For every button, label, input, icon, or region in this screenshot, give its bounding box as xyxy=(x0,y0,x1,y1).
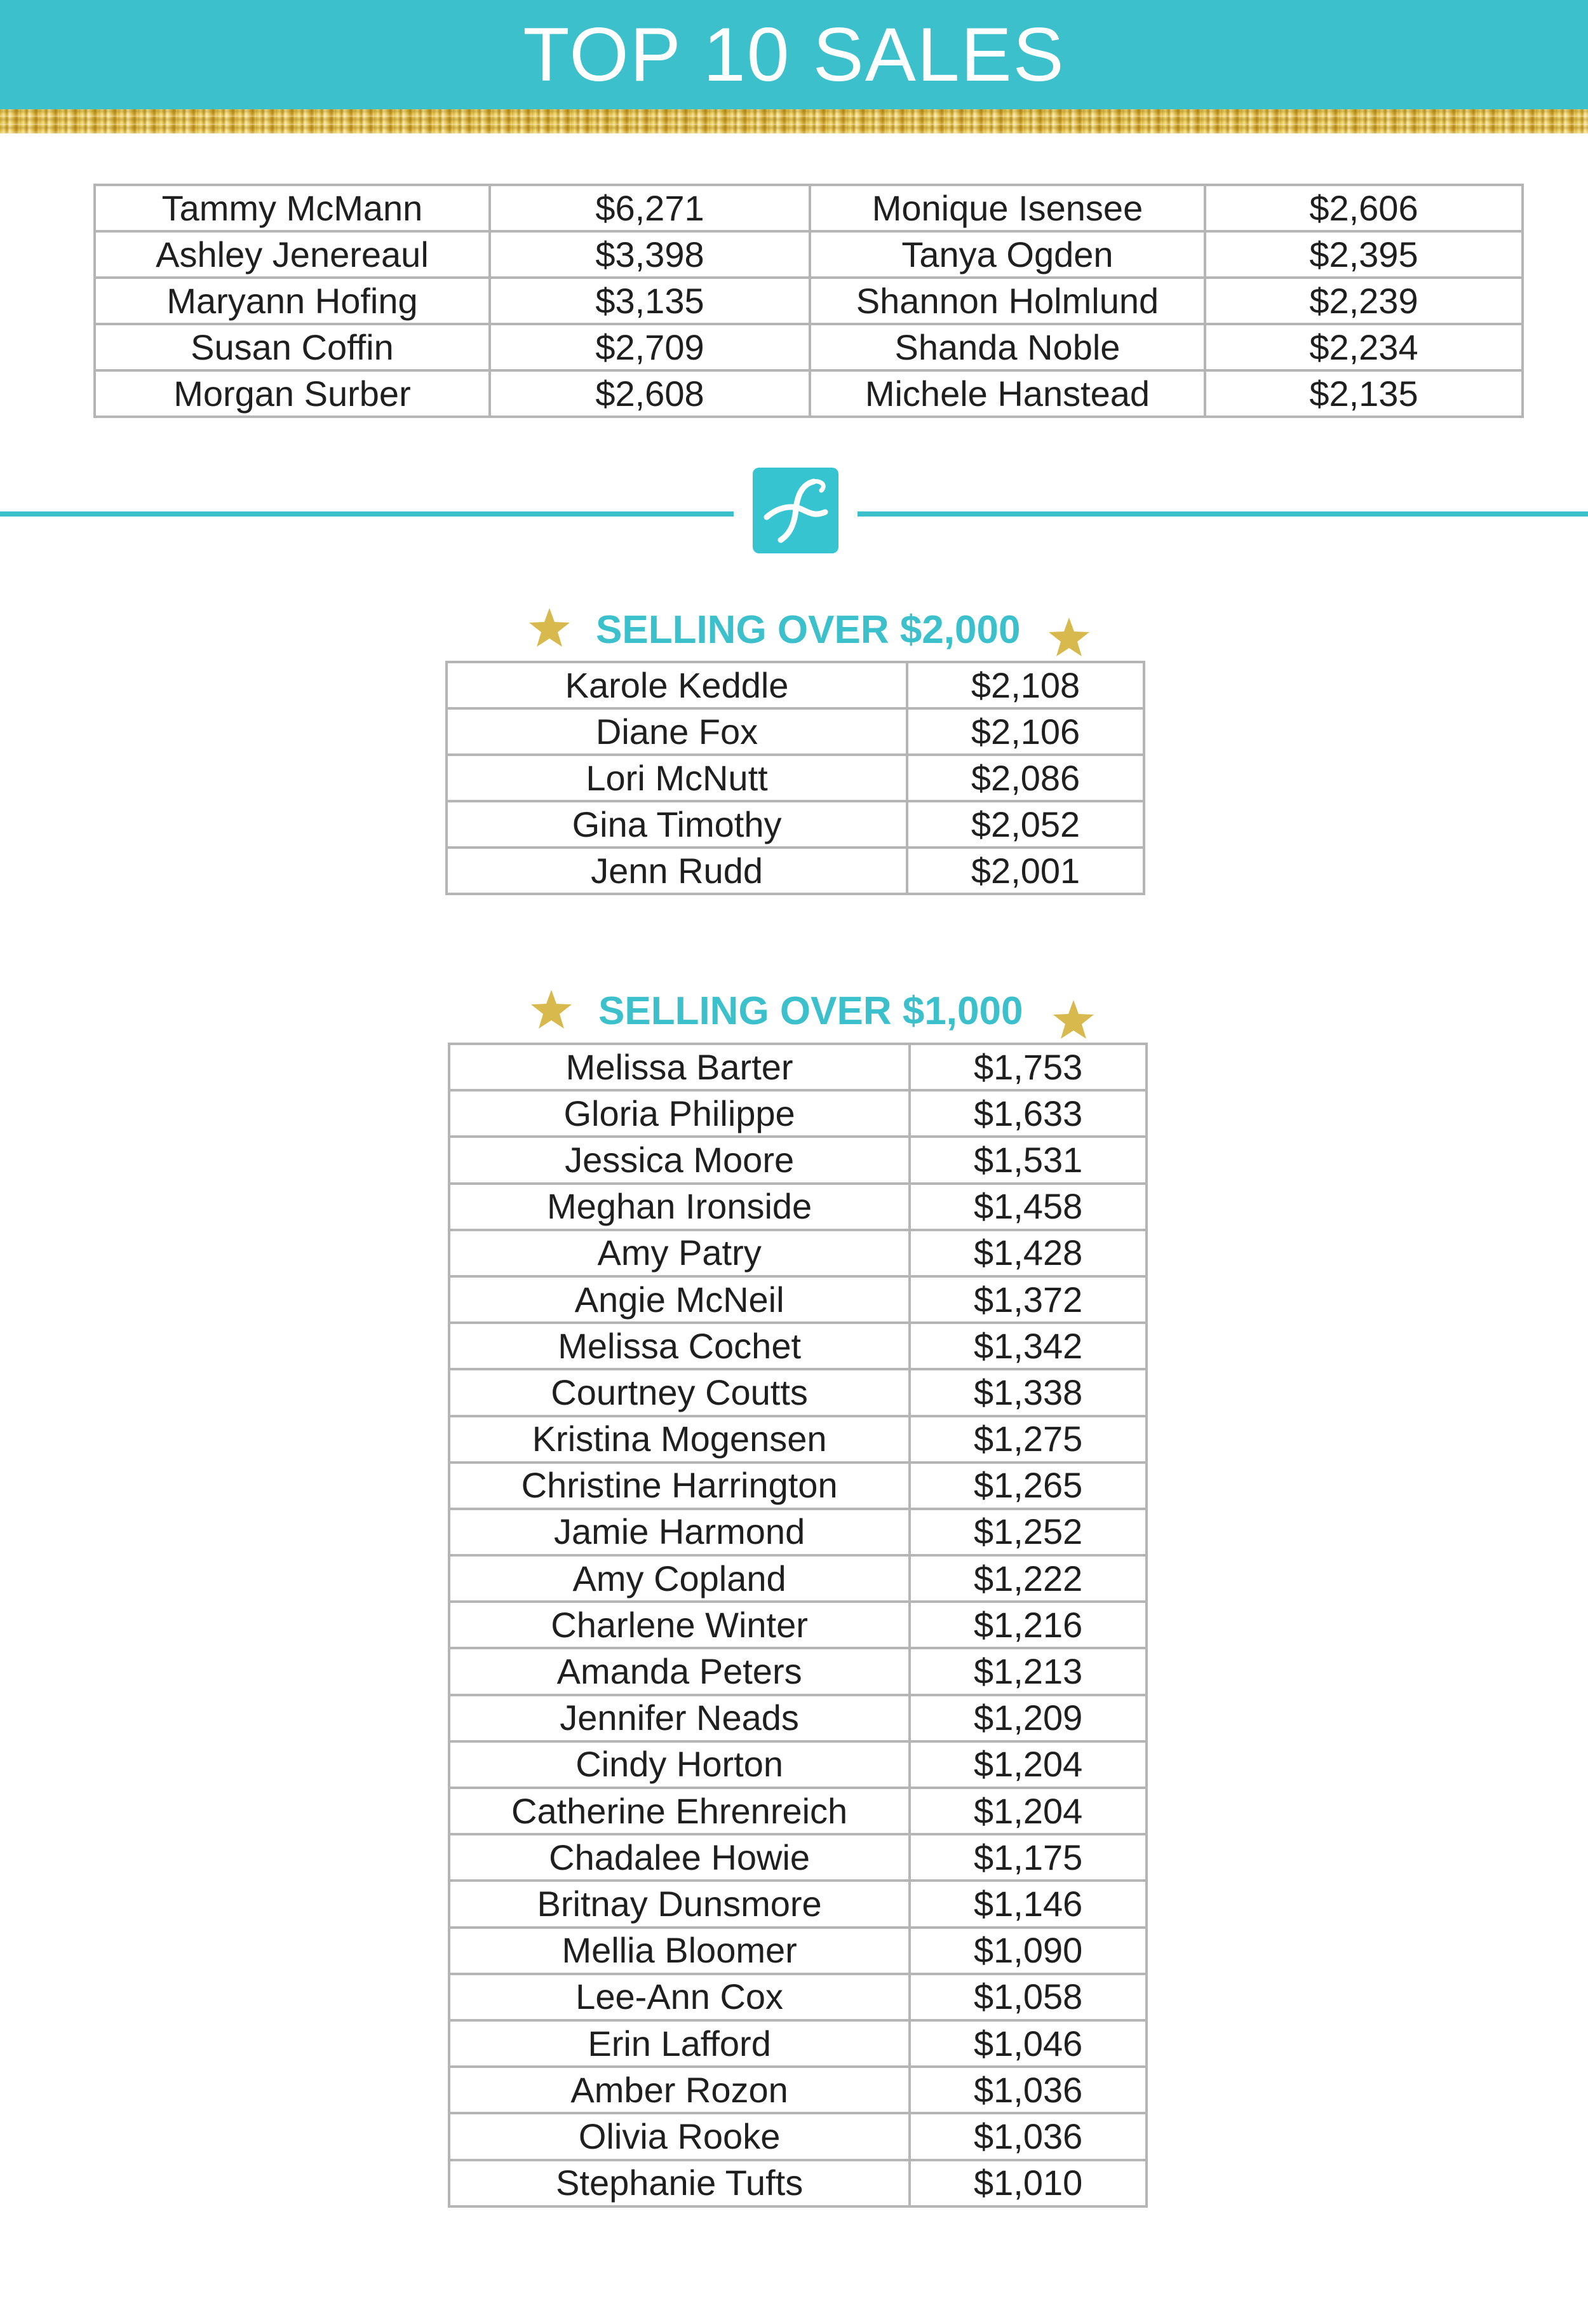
sales-amount: $1,213 xyxy=(910,1648,1147,1694)
seller-name: Morgan Surber xyxy=(95,370,490,417)
sales-amount: $1,531 xyxy=(910,1137,1147,1183)
sales-amount: $1,753 xyxy=(910,1044,1147,1090)
table-row xyxy=(95,231,1523,278)
seller-name: Meghan Ironside xyxy=(449,1184,910,1230)
sales-amount: $2,606 xyxy=(1205,185,1523,231)
over-2000-table xyxy=(445,661,1145,895)
sales-amount: $1,275 xyxy=(910,1416,1147,1463)
seller-name: Amy Copland xyxy=(449,1555,910,1602)
star-icon xyxy=(529,989,574,1030)
table-row xyxy=(449,1463,1147,1509)
sales-amount: $2,052 xyxy=(907,801,1144,848)
sales-amount: $1,222 xyxy=(910,1555,1147,1602)
sales-amount: $2,709 xyxy=(490,324,810,370)
table-row xyxy=(449,1834,1147,1881)
seller-name: Karole Keddle xyxy=(447,662,907,708)
seller-name: Shannon Holmlund xyxy=(810,278,1205,324)
seller-name: Diane Fox xyxy=(447,708,907,755)
table-row xyxy=(447,755,1144,801)
sales-amount: $2,239 xyxy=(1205,278,1523,324)
top10-table xyxy=(93,184,1524,418)
sales-amount: $1,342 xyxy=(910,1323,1147,1369)
sales-amount: $1,204 xyxy=(910,1741,1147,1788)
seller-name: Tammy McMann xyxy=(95,185,490,231)
seller-name: Jessica Moore xyxy=(449,1137,910,1183)
sales-amount: $1,372 xyxy=(910,1276,1147,1323)
sales-amount: $2,001 xyxy=(907,848,1144,894)
seller-name: Melissa Cochet xyxy=(449,1323,910,1369)
divider-right xyxy=(858,511,1588,517)
table-row xyxy=(449,1184,1147,1230)
sales-amount: $1,252 xyxy=(910,1509,1147,1555)
table-row xyxy=(95,185,1523,231)
seller-name: Shanda Noble xyxy=(810,324,1205,370)
seller-name: Lori McNutt xyxy=(447,755,907,801)
sales-amount: $1,146 xyxy=(910,1881,1147,1927)
table-row xyxy=(447,848,1144,894)
table-row xyxy=(449,1416,1147,1463)
table-row xyxy=(449,1928,1147,1974)
sales-amount: $1,058 xyxy=(910,1974,1147,2020)
seller-name: Kristina Mogensen xyxy=(449,1416,910,1463)
sales-amount: $3,135 xyxy=(490,278,810,324)
table-row xyxy=(449,1137,1147,1183)
sales-amount: $2,135 xyxy=(1205,370,1523,417)
script-f-logo-icon xyxy=(753,468,838,553)
seller-name: Gina Timothy xyxy=(447,801,907,848)
sales-amount: $1,428 xyxy=(910,1230,1147,1276)
table-row xyxy=(449,2113,1147,2159)
table-row xyxy=(449,1974,1147,2020)
sales-amount: $2,106 xyxy=(907,708,1144,755)
seller-name: Lee-Ann Cox xyxy=(449,1974,910,2020)
over-1000-table xyxy=(448,1043,1148,2208)
seller-name: Gloria Philippe xyxy=(449,1090,910,1137)
table-row xyxy=(449,1602,1147,1648)
sales-amount: $2,395 xyxy=(1205,231,1523,278)
table-row xyxy=(449,1555,1147,1602)
seller-name: Maryann Hofing xyxy=(95,278,490,324)
table-row xyxy=(449,1741,1147,1788)
sales-amount: $1,175 xyxy=(910,1834,1147,1881)
seller-name: Stephanie Tufts xyxy=(449,2160,910,2206)
table-row xyxy=(449,1788,1147,1834)
seller-name: Amanda Peters xyxy=(449,1648,910,1694)
table-row xyxy=(447,662,1144,708)
table-row xyxy=(447,708,1144,755)
seller-name: Monique Isensee xyxy=(810,185,1205,231)
seller-name: Jennifer Neads xyxy=(449,1695,910,1741)
sales-amount: $2,086 xyxy=(907,755,1144,801)
sales-amount: $6,271 xyxy=(490,185,810,231)
sales-amount: $2,234 xyxy=(1205,324,1523,370)
star-icon xyxy=(527,607,572,649)
seller-name: Jenn Rudd xyxy=(447,848,907,894)
seller-name: Angie McNeil xyxy=(449,1276,910,1323)
seller-name: Charlene Winter xyxy=(449,1602,910,1648)
table-row xyxy=(447,801,1144,848)
seller-name: Christine Harrington xyxy=(449,1463,910,1509)
sales-amount: $1,010 xyxy=(910,2160,1147,2206)
sales-amount: $2,108 xyxy=(907,662,1144,708)
sales-amount: $1,458 xyxy=(910,1184,1147,1230)
table-row xyxy=(449,2067,1147,2113)
seller-name: Michele Hanstead xyxy=(810,370,1205,417)
table-row xyxy=(449,2020,1147,2067)
divider-left xyxy=(0,511,734,517)
section-title-over-1000: SELLING OVER $1,000 xyxy=(598,989,1023,1033)
sales-amount: $1,209 xyxy=(910,1695,1147,1741)
seller-name: Melissa Barter xyxy=(449,1044,910,1090)
sales-amount: $1,036 xyxy=(910,2113,1147,2159)
table-row xyxy=(95,278,1523,324)
seller-name: Catherine Ehrenreich xyxy=(449,1788,910,1834)
table-row xyxy=(95,324,1523,370)
seller-name: Amber Rozon xyxy=(449,2067,910,2113)
table-row xyxy=(449,1881,1147,1927)
header-banner xyxy=(0,0,1588,109)
table-row xyxy=(449,1090,1147,1137)
seller-name: Courtney Coutts xyxy=(449,1369,910,1415)
table-row xyxy=(449,1369,1147,1415)
seller-name: Susan Coffin xyxy=(95,324,490,370)
sales-amount: $1,216 xyxy=(910,1602,1147,1648)
star-icon xyxy=(1051,999,1096,1041)
gold-glitter-border xyxy=(0,109,1588,133)
seller-name: Tanya Ogden xyxy=(810,231,1205,278)
page-title: TOP 10 SALES xyxy=(523,12,1065,97)
section-title-over-2000: SELLING OVER $2,000 xyxy=(596,608,1021,652)
sales-amount: $1,036 xyxy=(910,2067,1147,2113)
seller-name: Britnay Dunsmore xyxy=(449,1881,910,1927)
sales-amount: $1,633 xyxy=(910,1090,1147,1137)
seller-name: Amy Patry xyxy=(449,1230,910,1276)
table-row xyxy=(449,1044,1147,1090)
table-row xyxy=(449,1648,1147,1694)
star-icon xyxy=(1047,616,1091,658)
seller-name: Jamie Harmond xyxy=(449,1509,910,1555)
sales-amount: $1,204 xyxy=(910,1788,1147,1834)
seller-name: Erin Lafford xyxy=(449,2020,910,2067)
table-row xyxy=(449,1323,1147,1369)
sales-amount: $1,338 xyxy=(910,1369,1147,1415)
table-row xyxy=(449,1695,1147,1741)
table-row xyxy=(449,2160,1147,2206)
seller-name: Mellia Bloomer xyxy=(449,1928,910,1974)
seller-name: Olivia Rooke xyxy=(449,2113,910,2159)
seller-name: Cindy Horton xyxy=(449,1741,910,1788)
sales-amount: $1,090 xyxy=(910,1928,1147,1974)
sales-amount: $1,265 xyxy=(910,1463,1147,1509)
sales-amount: $3,398 xyxy=(490,231,810,278)
seller-name: Ashley Jenereaul xyxy=(95,231,490,278)
table-row xyxy=(95,370,1523,417)
sales-amount: $2,608 xyxy=(490,370,810,417)
table-row xyxy=(449,1230,1147,1276)
sales-amount: $1,046 xyxy=(910,2020,1147,2067)
table-row xyxy=(449,1509,1147,1555)
table-row xyxy=(449,1276,1147,1323)
seller-name: Chadalee Howie xyxy=(449,1834,910,1881)
